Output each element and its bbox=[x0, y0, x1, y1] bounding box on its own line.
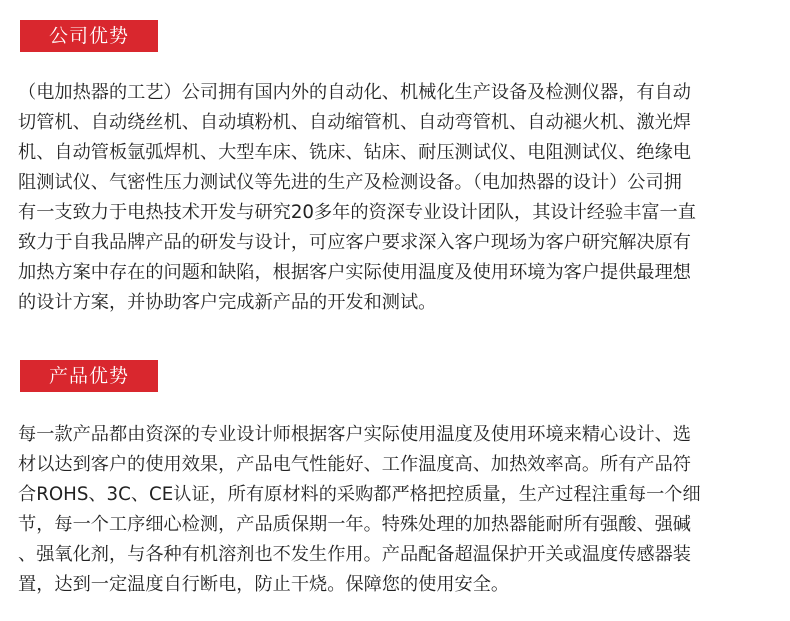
company-advantage-heading: 公司优势 bbox=[20, 20, 158, 52]
paragraph-line: 有一支致力于电热技术开发与研究20多年的资深专业设计团队，其设计经验丰富一直 bbox=[18, 202, 696, 223]
paragraph-line: 机、自动管板氩弧焊机、大型车床、铣床、钻床、耐压测试仪、电阻测试仪、绝缘电 bbox=[18, 142, 691, 163]
paragraph-line: 合ROHS、3C、CE认证，所有原材料的采购都严格把控质量，生产过程注重每一个细 bbox=[18, 484, 701, 505]
paragraph-line: 材以达到客户的使用效果，产品电气性能好、工作温度高、加热效率高。所有产品符 bbox=[18, 454, 691, 475]
paragraph-line: 切管机、自动绕丝机、自动填粉机、自动缩管机、自动弯管机、自动褪火机、激光焊 bbox=[18, 112, 691, 133]
paragraph-line: 致力于自我品牌产品的研发与设计，可应客户要求深入客户现场为客户研究解决原有 bbox=[18, 232, 691, 253]
paragraph-line: 的设计方案，并协助客户完成新产品的开发和测试。 bbox=[18, 292, 437, 313]
paragraph-line: 置，达到一定温度自行断电，防止干烧。保障您的使用安全。 bbox=[18, 574, 510, 595]
paragraph-line: 阻测试仪、气密性压力测试仪等先进的生产及检测设备。（电加热器的设计）公司拥 bbox=[18, 172, 682, 193]
paragraph-line: （电加热器的工艺）公司拥有国内外的自动化、机械化生产设备及检测仪器，有自动 bbox=[18, 82, 691, 103]
paragraph-line: 、强氧化剂，与各种有机溶剂也不发生作用。产品配备超温保护开关或温度传感器装 bbox=[18, 544, 691, 565]
paragraph-line: 每一款产品都由资深的专业设计师根据客户实际使用温度及使用环境来精心设计、选 bbox=[18, 424, 691, 445]
paragraph-line: 节，每一个工序细心检测，产品质保期一年。特殊处理的加热器能耐所有强酸、强碱 bbox=[18, 514, 691, 535]
paragraph-line: 加热方案中存在的问题和缺陷，根据客户实际使用温度及使用环境为客户提供最理想 bbox=[18, 262, 691, 283]
product-advantage-paragraph bbox=[18, 420, 774, 600]
company-advantage-paragraph bbox=[18, 78, 774, 318]
product-advantage-heading: 产品优势 bbox=[20, 360, 158, 392]
